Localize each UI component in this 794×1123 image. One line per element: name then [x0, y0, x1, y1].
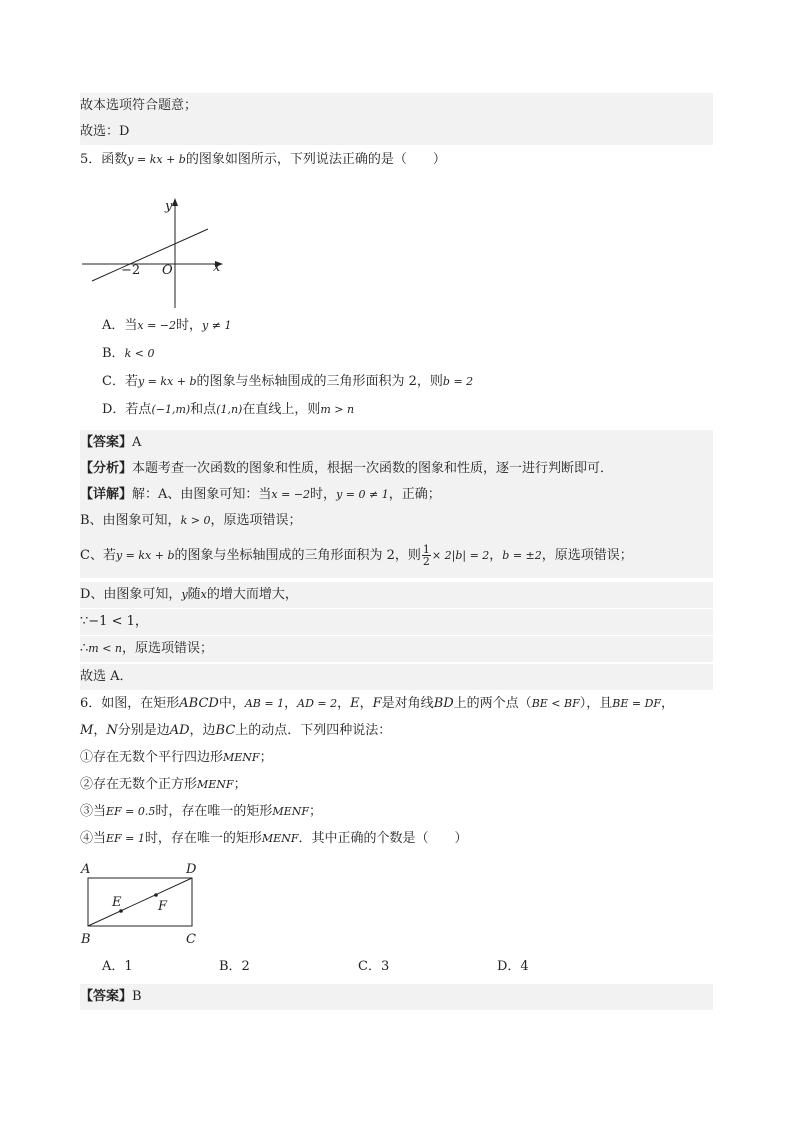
- option-D: D．4: [497, 959, 529, 974]
- statement-4: ④当EF = 1时，存在唯一的矩形MENF．其中正确的个数是（ ）: [80, 831, 468, 846]
- rectangle-diagram: [78, 858, 208, 950]
- question-5-stem: 5．函数y = kx + b的图象如图所示，下列说法正确的是（ ）: [80, 152, 446, 167]
- text-line: 故本选项符合题意；: [80, 93, 713, 119]
- y-axis-label: y: [165, 199, 173, 214]
- y-axis-arrow: [172, 198, 178, 206]
- label-D: D: [186, 862, 197, 877]
- option-D: D．若点(−1,m)和点(1,n)在直线上，则m > n: [102, 402, 355, 417]
- label-E: E: [112, 895, 122, 910]
- question-6-line-2: M，N分别是边AD，边BC上的动点．下列四种说法：: [80, 723, 392, 738]
- point-F: [154, 893, 158, 897]
- option-A: A．1: [102, 959, 133, 974]
- statement-1: ①存在无数个平行四边形MENF；: [80, 750, 273, 765]
- option-C: C．3: [358, 959, 390, 974]
- x-axis-label: x: [213, 260, 221, 275]
- tick-label: −2: [121, 263, 141, 278]
- label-F: F: [158, 899, 168, 914]
- option-C: C．若y = kx + b的图象与坐标轴围成的三角形面积为 2，则b = 2: [102, 374, 474, 389]
- selection-5: 故选 A．: [80, 664, 713, 690]
- question-6-line-1: 6．如图，在矩形ABCD中，AB = 1，AD = 2，E，F是对角线BD上的两个点（BE < BF），且BE = DF，: [80, 696, 675, 711]
- answer-5: 【答案】A: [80, 430, 713, 456]
- detail-5-C: C、若y = kx + b的图象与坐标轴围成的三角形面积为 2，则 $\frac{1}{2}$ × 2|b| = 2，b = ±2，原选项错误；: [80, 534, 713, 578]
- option-B: B．k < 0: [102, 346, 155, 361]
- option-B: B．2: [219, 959, 250, 974]
- detail-5-B: B、由图象可知，k > 0，原选项错误；: [80, 508, 713, 534]
- answer-6: 【答案】B: [80, 984, 713, 1010]
- statement-2: ②存在无数个正方形MENF；: [80, 777, 247, 792]
- diagonal-BD: [88, 878, 192, 926]
- text-line: 故选：D: [80, 119, 713, 145]
- fraction-one-half: $\frac{1}{2}$: [422, 543, 430, 568]
- analysis-5: 【分析】本题考查一次函数的图象和性质，根据一次函数的图象和性质，逐一进行判断即可．: [80, 456, 713, 482]
- origin-label: O: [162, 263, 173, 278]
- linear-function-graph: [78, 196, 228, 310]
- label-C: C: [186, 932, 196, 947]
- statement-3: ③当EF = 0.5时，存在唯一的矩形MENF；: [80, 804, 322, 819]
- therefore-line: ∴m < n，原选项错误；: [80, 636, 713, 662]
- label-B: B: [81, 932, 91, 947]
- function-line: [92, 229, 208, 281]
- question-6-options: [80, 954, 713, 980]
- label-A: A: [81, 862, 91, 877]
- detail-5-D: D、由图象可知，y随x的增大而增大，: [80, 582, 713, 608]
- because-line: ∵−1 < 1，: [80, 609, 713, 635]
- option-A: A．当x = −2时，y ≠ 1: [102, 318, 232, 333]
- detail-5-A: 【详解】解：A、由图象可知：当x = −2时，y = 0 ≠ 1，正确；: [80, 482, 713, 508]
